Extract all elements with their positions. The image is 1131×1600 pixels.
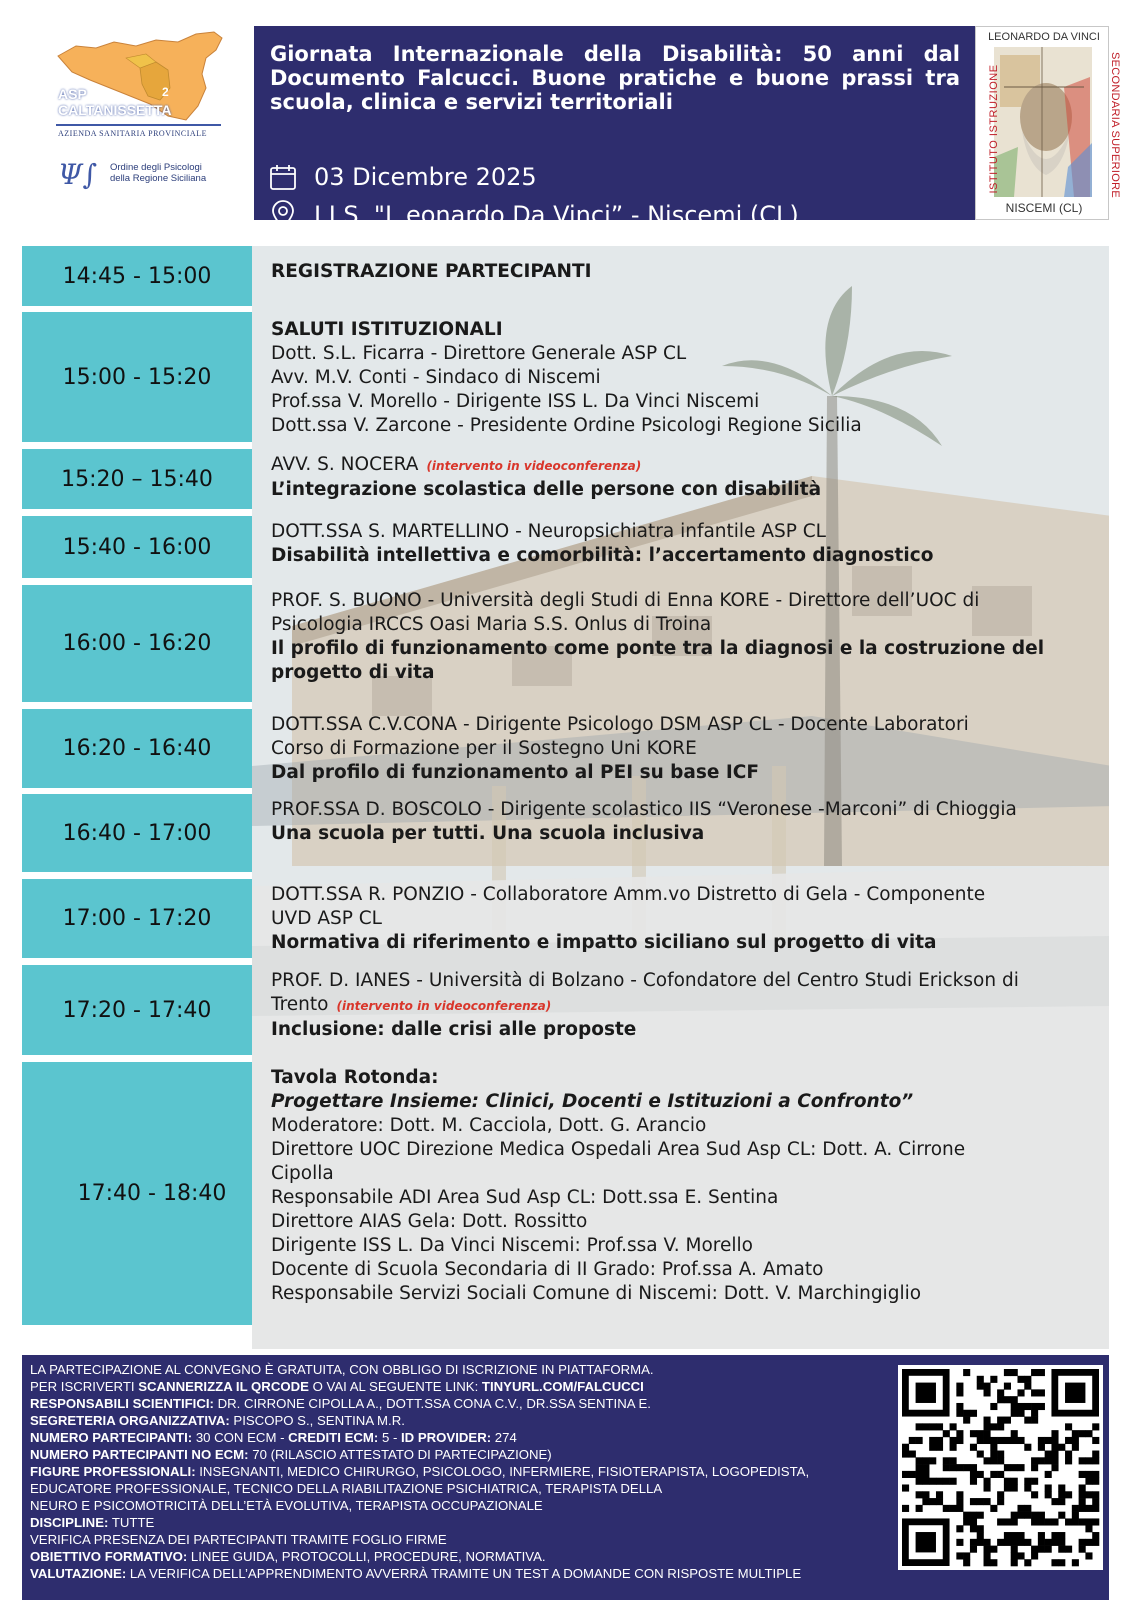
leonardo-portrait-icon [994,47,1092,197]
footer-line: VALUTAZIONE: LA VERIFICA DELL’APPRENDIMENTO AVVERRÀ TRAMITE UN TEST A DOMANDE CON RISPOSTE MULTIPLE [30,1566,802,1581]
session-title: REGISTRAZIONE PARTECIPANTI [271,261,592,282]
session-details [271,1066,1103,1306]
session-title: Disabilità intellettiva e comorbilità: l’accertamento diagnostico [271,545,934,566]
registration-info [30,1361,890,1582]
footer-line: LA PARTECIPAZIONE AL CONVEGNO È GRATUITA, CON OBBLIGO DI ISCRIZIONE IN PIATTAFORMA. [30,1362,654,1377]
speaker-line: Responsabile ADI Area Sud Asp CL: Dott.ssa E. Sentina [271,1187,779,1208]
speaker-line: Responsabile Servizi Sociali Comune di Niscemi: Dott. V. Marchingiglio [271,1283,922,1304]
speaker-line: Docente di Scuola Secondaria di II Grado: Prof.ssa A. Amato [271,1259,824,1280]
footer-line: NUMERO PARTECIPANTI: 30 CON ECM - CREDITI ECM: 5 - ID PROVIDER: 274 [30,1430,517,1445]
time-slot [22,585,252,702]
speaker-line: Psicologia IRCCS Oasi Maria S.S. Onlus di Troina [271,614,712,635]
program-row [22,246,1109,306]
info-footer [22,1355,1109,1600]
session-title: progetto di vita [271,662,435,683]
asp-line1: ASP [58,86,87,102]
asp-logo [52,28,227,198]
speaker-line: Direttore AIAS Gela: Dott. Rossitto [271,1211,588,1232]
speaker-line: Moderatore: Dott. M. Cacciola, Dott. G. Arancio [271,1115,707,1136]
session-title: SALUTI ISTITUZIONALI [271,319,503,340]
session-details [271,713,1103,785]
speaker-line: Direttore UOC Direzione Medica Ospedali Area Sud Asp CL: Dott. A. Cirrone [271,1139,966,1160]
speaker-line: Dirigente ISS L. Da Vinci Niscemi: Prof.ssa V. Morello [271,1235,753,1256]
speaker-line: DOTT.SSA R. PONZIO - Collaboratore Amm.vo Distretto di Gela - Componente [271,884,986,905]
footer-line: FIGURE PROFESSIONALI: INSEGNANTI, MEDICO CHIRURGO, PSICOLOGO, INFERMIERE, FISIOTERAPISTA, LOGOPEDISTA, [30,1464,810,1479]
speaker-line: Avv. M.V. Conti - Sindaco di Niscemi [271,367,601,388]
session-details [271,589,1103,685]
time-slot-text: 15:40 - 16:00 [62,534,212,560]
time-slot-text: 16:00 - 16:20 [62,631,212,656]
program-schedule [22,246,1109,1349]
speaker-line: UVD ASP CL [271,908,382,929]
program-row [22,312,1109,442]
calendar-icon [268,162,298,192]
footer-line: RESPONSABILI SCIENTIFICI: DR. CIRRONE CIPOLLA A., DOTT.SSA CONA C.V., DR.SSA SENTINA E. [30,1396,651,1411]
program-row [22,879,1109,958]
time-slot-text: 17:20 - 17:40 [62,997,212,1023]
speaker-line: DOTT.SSA C.V.CONA - Dirigente Psicologo DSM ASP CL - Docente Laboratori [271,714,969,735]
speaker-line: Corso di Formazione per il Sostegno Uni KORE [271,738,697,759]
footer-line: PER ISCRIVERTI SCANNERIZZA IL QRCODE O VAI AL SEGUENTE LINK: TINYURL.COM/FALCUCCI [30,1379,644,1394]
event-venue-text: I.I.S. "L.eonardo Da Vinci” - Niscemi (CL) [314,201,799,229]
school-logo-left: ISTITUTO ISTRUZIONE [988,64,1000,194]
time-slot [22,709,252,788]
time-slot [22,1062,252,1325]
session-title: Progettare Insieme: Clinici, Docenti e Istituzioni a Confronto” [271,1091,914,1112]
psychologists-name [110,162,206,184]
footer-line: EDUCATORE PROFESSIONALE, TECNICO DELLA RIABILITAZIONE PSICHIATRICA, TERAPISTA DELLA [30,1481,663,1496]
time-slot-text: 15:00 - 15:20 [62,364,212,390]
asp-divider [56,124,221,126]
qr-code-icon[interactable] [898,1365,1103,1570]
school-logo [975,26,1121,220]
program-row [22,794,1109,872]
program-row [22,1062,1109,1325]
session-title: Tavola Rotonda: [271,1067,439,1088]
videoconference-note: (intervento in videoconferenza) [336,999,552,1013]
time-slot-text: 16:20 - 16:40 [62,736,212,761]
program-row [22,709,1109,788]
psychologists-line2: della Regione Siciliana [110,173,207,184]
speaker-line: Cipolla [271,1163,334,1184]
footer-line: OBIETTIVO FORMATIVO: LINEE GUIDA, PROTOCOLLI, PROCEDURE, NORMATIVA. [30,1549,546,1564]
footer-line: DISCIPLINE: TUTTE [30,1515,155,1530]
time-slot [22,965,252,1055]
time-slot [22,794,252,872]
footer-line: VERIFICA PRESENZA DEI PARTECIPANTI TRAMITE FOGLIO FIRME [30,1532,447,1547]
asp-line2: CALTANISSETTA [58,102,172,118]
speaker-line: Dott.ssa V. Zarcone - Presidente Ordine Psicologi Regione Sicilia [271,415,862,436]
psychologists-line1: Ordine degli Psicologi [110,162,202,173]
session-details [271,883,1103,955]
session-details [271,318,1103,438]
school-logo-top: LEONARDO DA VINCI [988,31,1100,43]
session-title: Inclusione: dalle crisi alle proposte [271,1019,637,1040]
event-title: Giornata Internazionale della Disabilità: 50 anni dal Documento Falcucci. Buone pratiche e buone prassi tra scuola, clinica e servizi territoriali [270,42,960,114]
psi-icon: Ψ∫ [58,158,98,191]
event-venue [268,200,799,230]
time-slot-text: 17:40 - 18:40 [77,1181,227,1206]
time-slot-text: 17:00 - 17:20 [62,906,212,931]
footer-line: NUMERO PARTECIPANTI NO ECM: 70 (RILASCIO ATTESTATO DI PARTECIPAZIONE) [30,1447,552,1462]
map-number: 2 [162,85,169,99]
session-title: Normativa di riferimento e impatto siciliano sul progetto di vita [271,932,937,953]
event-header [254,26,975,229]
session-title: L’integrazione scolastica delle persone con disabilità [271,479,822,500]
program-row [22,965,1109,1055]
session-title: Dal profilo di funzionamento al PEI su base ICF [271,762,760,783]
footer-line: SEGRETERIA ORGANIZZATIVA: PISCOPO S., SENTINA M.R. [30,1413,405,1428]
time-slot [22,516,252,578]
program-row [22,516,1109,578]
time-slot [22,246,252,306]
event-date-text: 03 Dicembre 2025 [314,163,537,191]
school-logo-right: SECONDARIA SUPERIORE [1109,52,1121,198]
time-slot [22,449,252,509]
psychologists-logo [58,156,223,196]
time-slot [22,312,252,442]
school-logo-bottom: NISCEMI (CL) [1005,201,1083,215]
session-details [271,969,1103,1042]
session-details [271,798,1103,846]
location-pin-icon [268,200,298,230]
footer-line: NEURO E PSICOMOTRICITÀ DELL’ETÀ EVOLUTIVA, TERAPISTA OCCUPAZIONALE [30,1498,543,1513]
time-slot [22,879,252,958]
speaker-line: PROF.SSA D. BOSCOLO - Dirigente scolastico IIS “Veronese -Marconi” di Chioggia [271,799,1017,820]
session-details [271,520,1103,568]
videoconference-note: (intervento in videoconferenza) [426,459,642,473]
asp-subtitle: AZIENDA SANITARIA PROVINCIALE [58,129,207,138]
time-slot-text: 14:45 - 15:00 [62,263,212,289]
speaker-line: AVV. S. NOCERA (intervento in videoconferenza) [271,454,642,475]
speaker-line: PROF. D. IANES - Università di Bolzano - Cofondatore del Centro Studi Erickson di [271,970,1019,991]
session-title: Il profilo di funzionamento come ponte tra la diagnosi e la costruzione del [271,638,1045,659]
time-slot-text: 16:40 - 17:00 [62,820,212,846]
session-title: Una scuola per tutti. Una scuola inclusiva [271,823,705,844]
event-date [268,162,537,192]
speaker-line: Dott. S.L. Ficarra - Direttore Generale ASP CL [271,343,687,364]
speaker-line: DOTT.SSA S. MARTELLINO - Neuropsichiatra infantile ASP CL [271,521,826,542]
session-details [271,260,1103,284]
asp-name [58,86,172,118]
program-row [22,585,1109,702]
speaker-line: Trento (intervento in videoconferenza) [271,994,552,1015]
speaker-line: PROF. S. BUONO - Università degli Studi di Enna KORE - Direttore dell’UOC di [271,590,980,611]
time-slot-text: 15:20 – 15:40 [61,466,213,492]
program-row [22,449,1109,509]
speaker-line: Prof.ssa V. Morello - Dirigente ISS L. Da Vinci Niscemi [271,391,760,412]
session-details [271,453,1103,502]
